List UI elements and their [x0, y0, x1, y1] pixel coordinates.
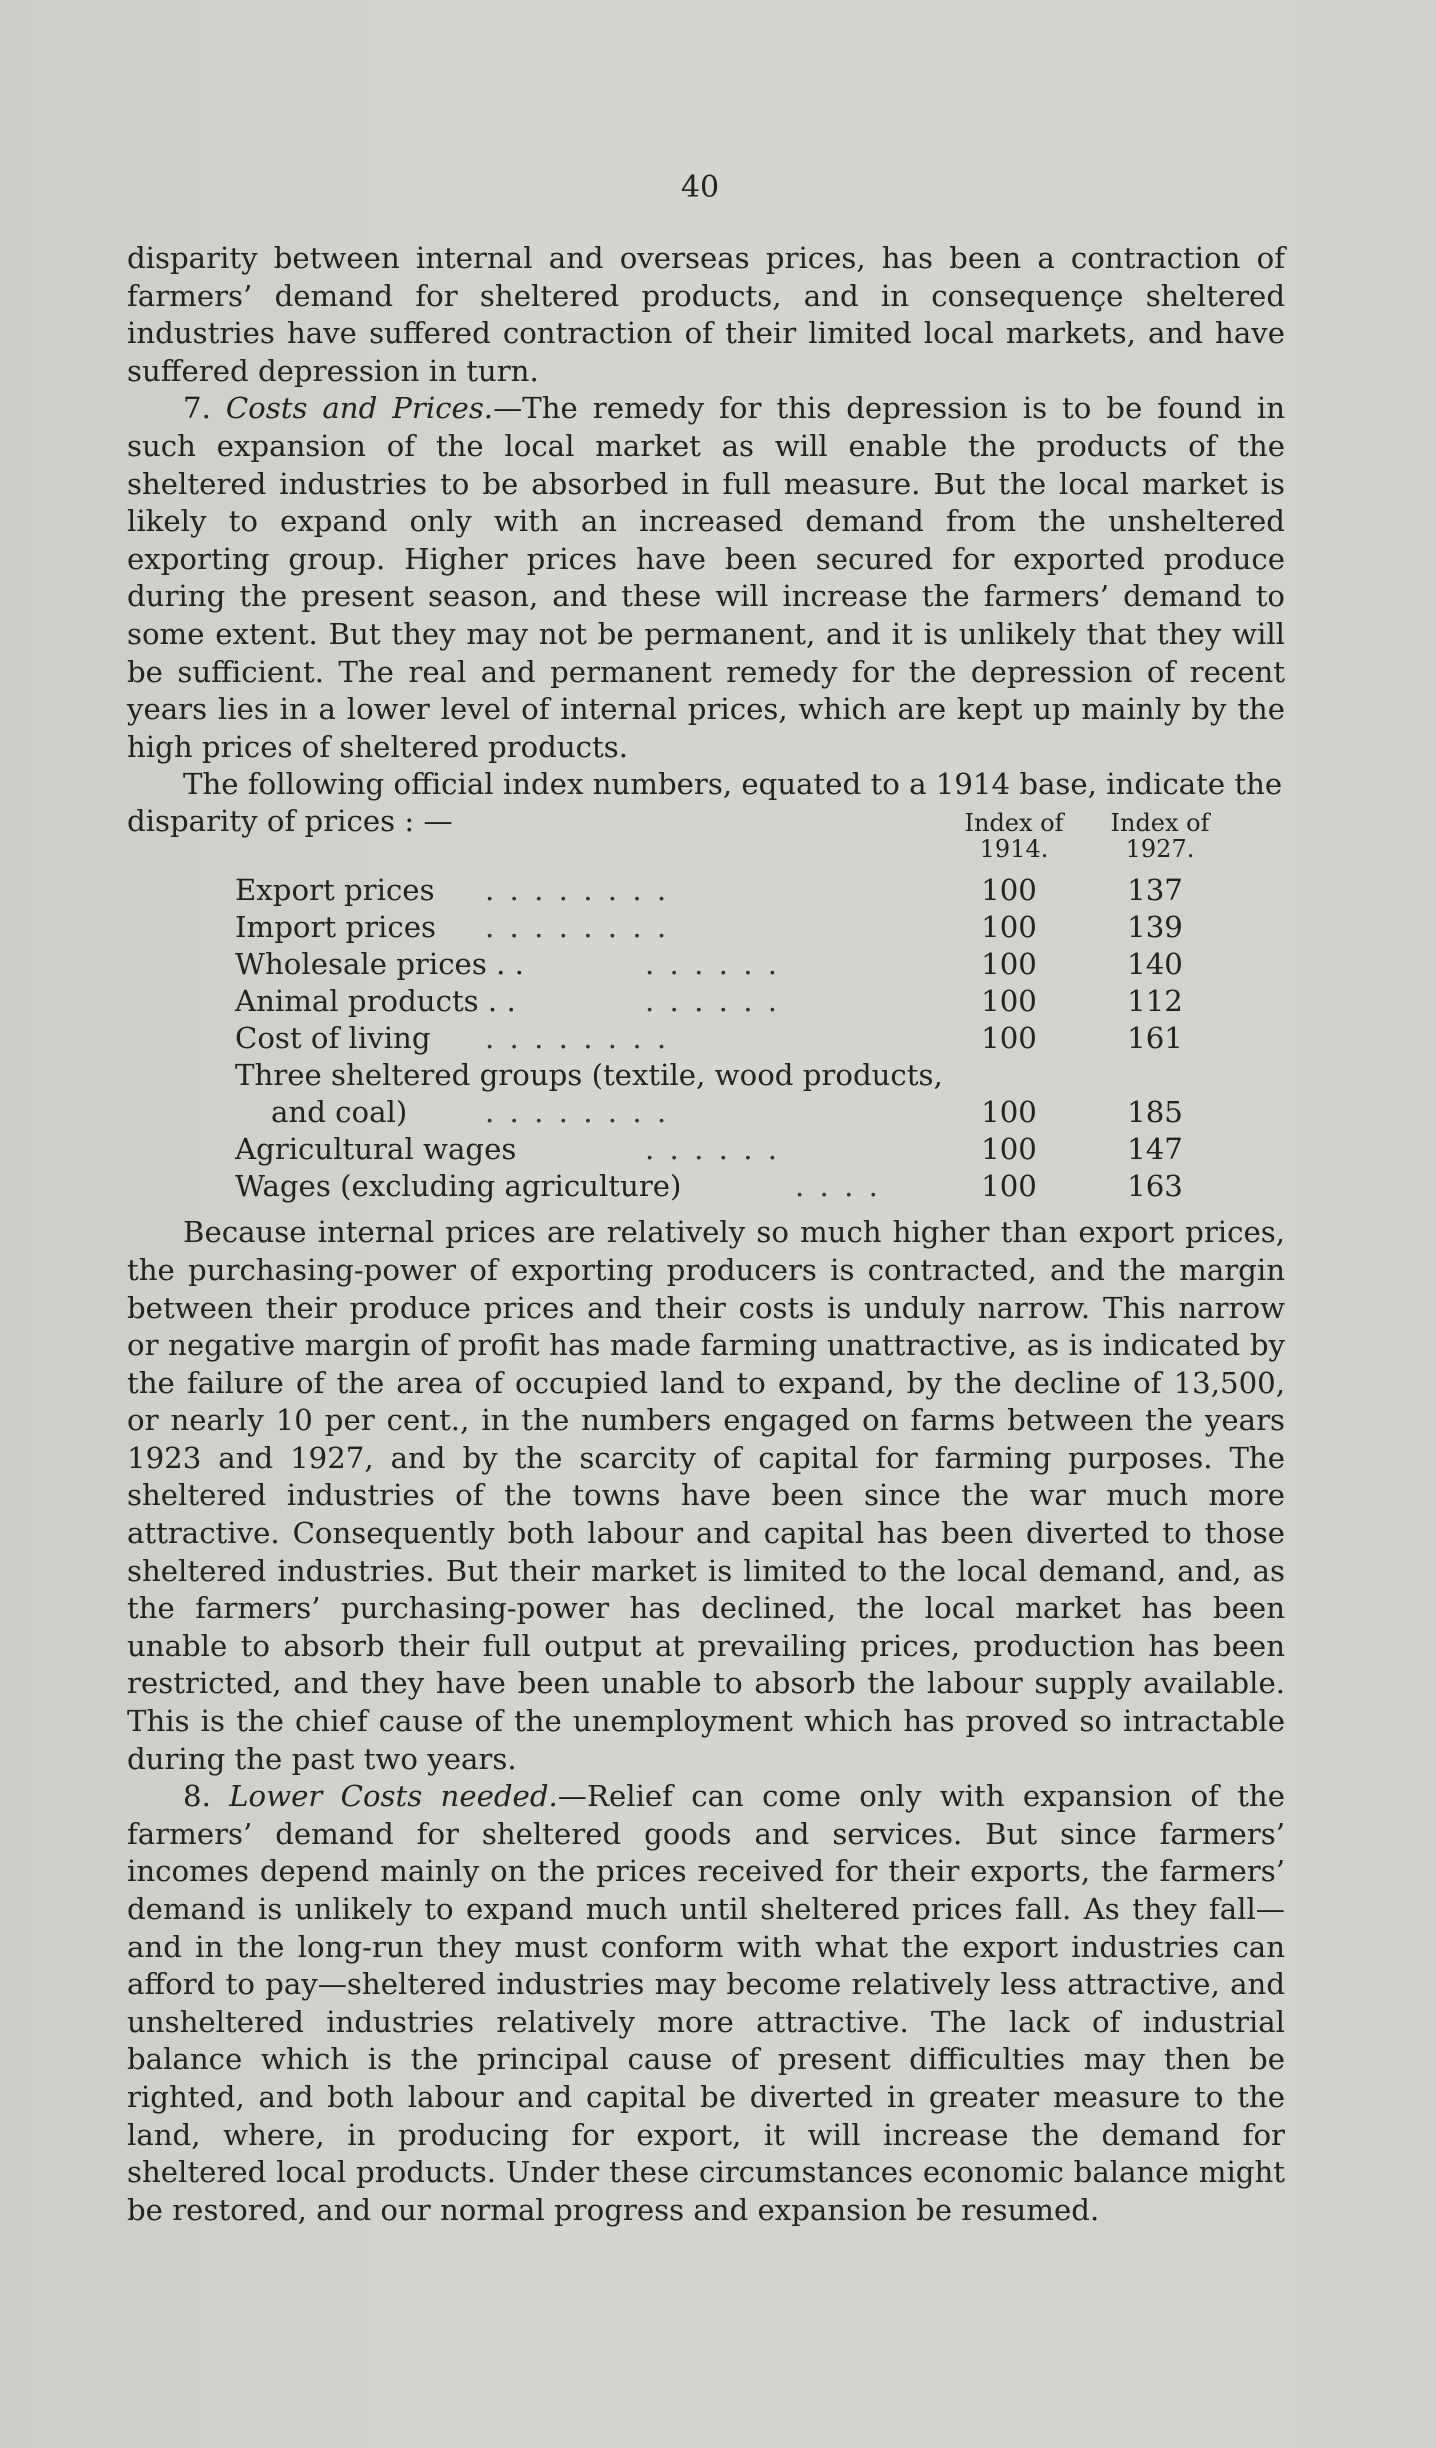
opening-paragraph: disparity between internal and overseas prices, has been a contraction of farmers’ demand for sheltered products, and in consequençe sheltered industries have suffered contraction of their limited local markets, and have suffered depression in turn.	[127, 241, 1285, 388]
leader-dots: . . . . . .	[645, 1132, 781, 1167]
section-7-heading: Costs and Prices.	[225, 391, 494, 426]
leader-dots: . . . . . . . .	[485, 1095, 670, 1130]
row-value-1927: 161	[1127, 1021, 1183, 1056]
row-value-1914: 100	[981, 947, 1037, 982]
row-label: Agricultural wages	[235, 1132, 517, 1167]
table-row	[235, 1057, 1285, 1094]
section-7-paragraph	[127, 390, 1285, 766]
table-intro-line-2: disparity of prices : —	[127, 804, 453, 839]
section-7-number: 7.	[183, 391, 211, 426]
row-value-1927: 137	[1127, 873, 1183, 908]
page-number: 40	[680, 170, 720, 205]
row-label: Export prices	[235, 873, 435, 908]
row-value-1927: 185	[1127, 1095, 1183, 1130]
leader-dots: . . . . . . . .	[485, 910, 670, 945]
table-row	[235, 909, 1285, 946]
section-8-number: 8.	[183, 1779, 211, 1814]
table-row	[235, 872, 1285, 909]
row-label: Cost of living	[235, 1021, 431, 1056]
section-7-text: The remedy for this depression is to be found in such expansion of the local market as will enable the products of the sheltered industries to be absorbed in full measure. But the local market is likely to expand only with an increased demand from the unsheltered exporting group. Higher prices have been secured for exported produce during the present season, and these will increase the farmers’ demand to some extent. But they may not be permanent, and it is unlikely that they will be sufficient. The real and permanent remedy for the depression of recent years lies in a lower level of internal prices, which are kept up mainly by the high prices of sheltered products.	[127, 391, 1285, 764]
row-label: Import prices	[235, 910, 436, 945]
section-8-heading: Lower Costs needed.	[229, 1779, 558, 1814]
row-label: Three sheltered groups (textile, wood products,	[235, 1058, 943, 1093]
row-value-1927: 140	[1127, 947, 1183, 982]
table-row	[235, 946, 1285, 983]
leader-dots: . . . . . . . .	[485, 1021, 670, 1056]
section-8-paragraph	[127, 1778, 1285, 2229]
section-7-dash: —	[493, 391, 523, 426]
column-header-1914: Index of 1914.	[964, 809, 1064, 864]
row-value-1914: 100	[981, 1169, 1037, 1204]
row-value-1927: 147	[1127, 1132, 1183, 1167]
table-row	[235, 1168, 1285, 1205]
row-value-1914: 100	[981, 1021, 1037, 1056]
row-value-1927: 139	[1127, 910, 1183, 945]
table-row	[235, 1131, 1285, 1168]
row-value-1927: 112	[1127, 984, 1183, 1019]
table-row	[235, 1094, 1285, 1131]
table-row	[235, 1020, 1285, 1057]
row-value-1914: 100	[981, 910, 1037, 945]
leader-dots: . . . . . . . .	[485, 873, 670, 908]
section-8-dash: —	[557, 1779, 587, 1814]
row-value-1927: 163	[1127, 1169, 1183, 1204]
row-label: and coal)	[271, 1095, 408, 1130]
row-value-1914: 100	[981, 873, 1037, 908]
because-paragraph: Because internal prices are relatively so much higher than export prices, the purchasing-power of exporting producers is contracted, and the margin between their produce prices and their costs is unduly narrow. This narrow or negative margin of profit has made farming unattractive, as is indicated by the failure of the area of occupied land to expand, by the decline of 13,500, or nearly 10 per cent., in the numbers engaged on farms between the years 1923 and 1927, and by the scarcity of capital for farming purposes. The sheltered industries of the towns have been since the war much more attractive. Consequently both labour and capital has been diverted to those sheltered industries. But their market is limited to the local demand, and, as the farmers’ purchasing-power has declined, the local market has been unable to absorb their full output at prevailing prices, production has been restricted, and they have been unable to absorb the labour supply available. This is the chief cause of the unemployment which has proved so intractable during the past two years.	[127, 1215, 1285, 1776]
row-label: Wages (excluding agriculture)	[235, 1169, 682, 1204]
leader-dots: . . . . . .	[645, 984, 781, 1019]
table-intro-line-1: The following official index numbers, equated to a 1914 base, indicate the	[183, 767, 1283, 802]
section-8-text: Relief can come only with expansion of the farmers’ demand for sheltered goods and services. But since farmers’ incomes depend mainly on the prices received for their exports, the farmers’ demand is unlikely to expand much until sheltered prices fall. As they fall—and in the long-run they must conform with what the export industries can afford to pay—sheltered industries may become relatively less attractive, and unsheltered industries relatively more attractive. The lack of industrial balance which is the principal cause of present difficulties may then be righted, and both labour and capital be diverted in greater measure to the land, where, in producing for export, it will increase the demand for sheltered local products. Under these circumstances economic balance might be restored, and our normal progress and expansion be resumed.	[127, 1779, 1286, 2227]
row-value-1914: 100	[981, 1132, 1037, 1167]
page-content	[127, 240, 1285, 2229]
row-label: Wholesale prices . .	[235, 947, 524, 982]
table-row	[235, 983, 1285, 1020]
column-header-1927: Index of 1927.	[1110, 809, 1210, 864]
leader-dots: . . . . . .	[645, 947, 781, 982]
leader-dots: . . . .	[795, 1169, 881, 1204]
row-value-1914: 100	[981, 984, 1037, 1019]
row-value-1914: 100	[981, 1095, 1037, 1130]
price-index-table	[127, 766, 1285, 1204]
row-label: Animal products . .	[235, 984, 516, 1019]
